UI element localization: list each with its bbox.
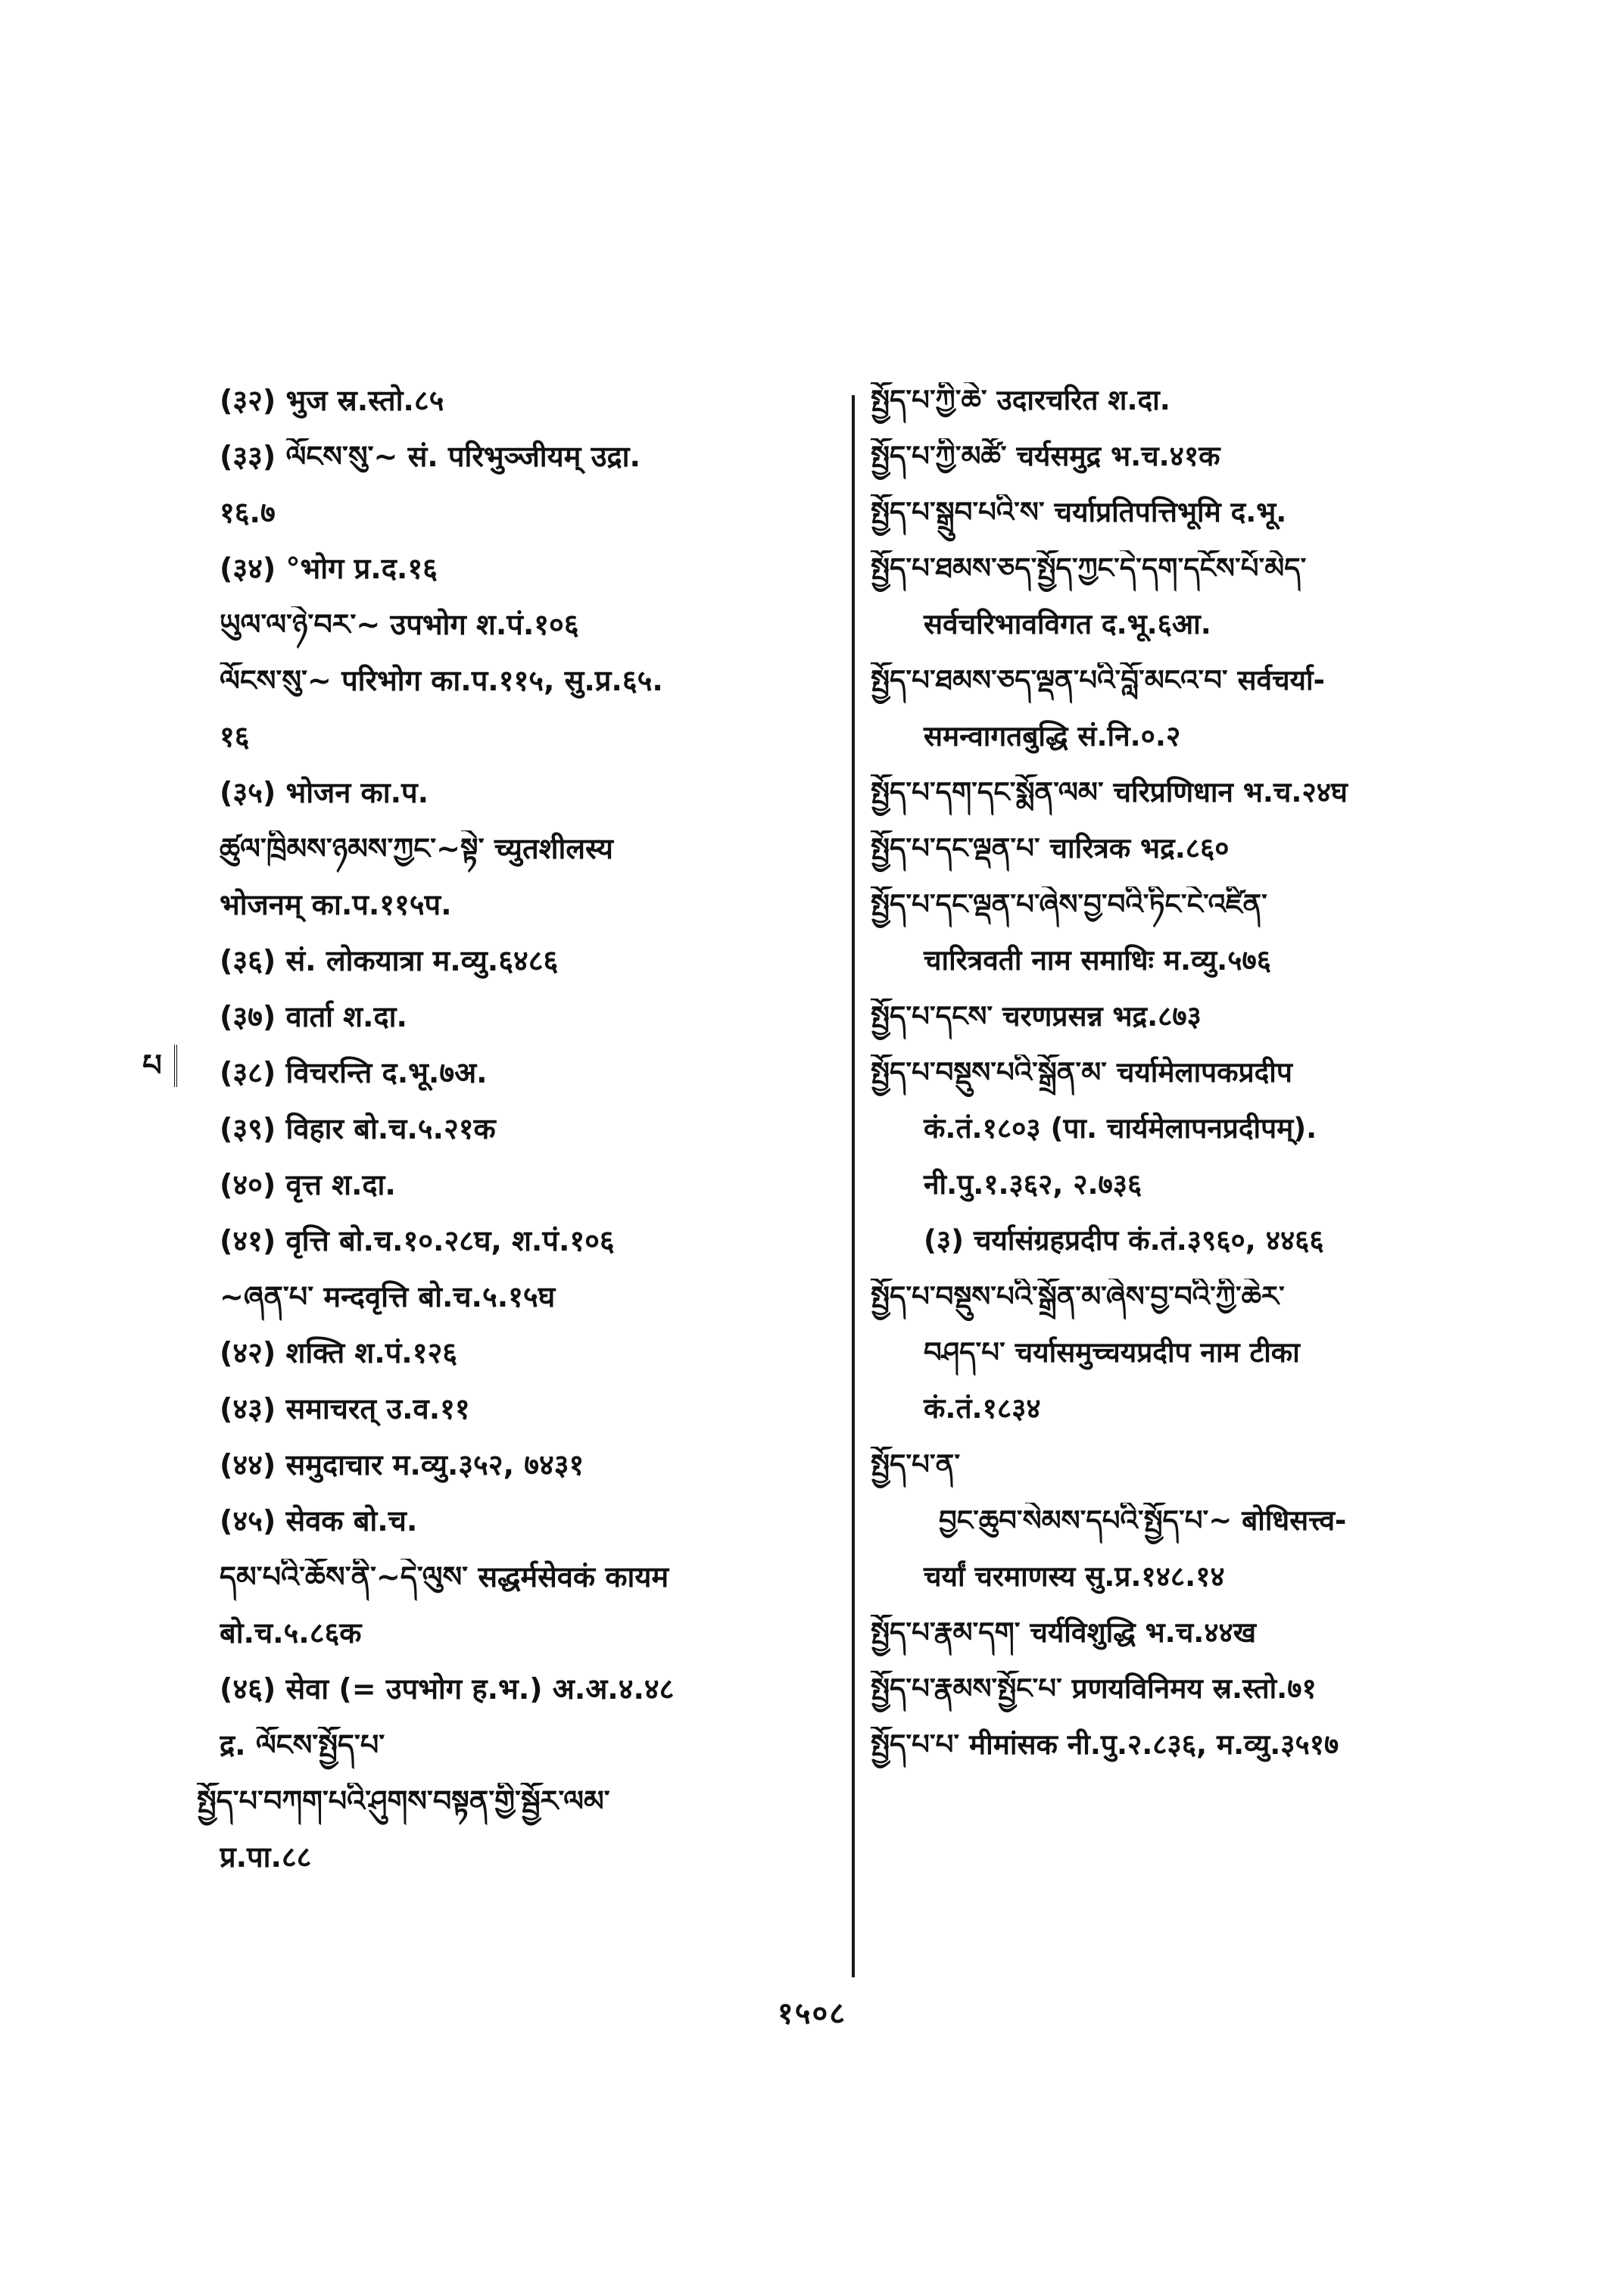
left-column: [197, 382, 825, 1895]
right-column: [871, 382, 1499, 1783]
entry-headword: སྤྱོད་པ་ཐམས་ཅད་སྤྱོད་ཀྱང་དེ་དག་དངོས་པོ་མེད་: [871, 552, 1307, 584]
entry-line: བྱང་ཆུབ་སེམས་དཔའི་སྤྱོད་པ་~ बोधिसत्त्व-: [939, 1504, 1347, 1537]
entry-line: (३२) भुज स्र.स्तो.८५: [220, 384, 444, 417]
entry-line: (३५) भोजन का.प.: [220, 776, 429, 809]
entry-headword: སྤྱོད་པ་ཐམས་ཅད་ལྡན་པའི་བློ་མངའ་བ་ सर्वचर्या-: [871, 664, 1325, 696]
entry-line: कं.तं.१८३४: [924, 1392, 1041, 1425]
entry-line: (३८) विचरन्ति द.भू.७अ.: [220, 1056, 488, 1089]
entry-line: (४५) सेवक बो.च.: [220, 1504, 418, 1537]
entry-line: चर्यां चरमाणस्य सु.प्र.१४८.१४: [924, 1560, 1225, 1593]
entry-line: (३६) सं. लोकयात्रा म.व्यु.६४८६: [220, 944, 559, 977]
entry-line: (३९) विहार बो.च.५.२१क: [220, 1112, 496, 1145]
entry-headword: སྤྱོད་པ་བཀག་པའི་ཤུགས་བསྟན་གྱི་སྦྱོར་ལམ་: [197, 1784, 610, 1818]
entry-line: (४२) शक्ति श.पं.१२६: [220, 1336, 457, 1369]
entry-line: (३३) ལོངས་སུ་~ सं. परिभुञ्जीयम् उद्रा.: [220, 440, 641, 473]
entry-headword: སྤྱོད་པ་ཀྱི་མཚོ་ चर्यसमुद्र भ.च.४१क: [871, 440, 1220, 472]
entry-line: द्र. ལོངས་སྤྱོད་པ་: [220, 1728, 385, 1762]
entry-line: ~ཞན་པ་ मन्दवृत्ति बो.च.५.१५घ: [220, 1280, 556, 1313]
entry-line: कं.तं.१८०३ (पा. चार्यमेलापनप्रदीपम्).: [924, 1112, 1317, 1145]
entry-headword: སྤྱོད་པ་ཀྱི་ཆེ་ उदारचरित श.दा.: [871, 384, 1170, 416]
page-number: १५०८: [777, 1996, 847, 2031]
entry-line: (३) चर्यासंग्रहप्रदीप कं.तं.३९६०, ४४६६: [924, 1224, 1324, 1257]
entry-line: (४४) समुदाचार म.व्यु.३५२, ७४३१: [220, 1448, 584, 1481]
section-marker: པ: [135, 1045, 177, 1087]
entry-line: (४३) समाचरत् उ.व.११: [220, 1392, 470, 1425]
entry-headword: སྤྱོད་པ་བསྡུས་པའི་སྒྲོན་མ་ चर्यामेलापकप्रदीप: [871, 1056, 1292, 1089]
entry-line: ལོངས་སུ་~ परिभोग का.प.११५, सु.प्र.६५.: [220, 664, 663, 697]
entry-headword: སྤྱོད་པ་དང་ལྡན་པ་ चारित्रक भद्र.८६०: [871, 832, 1230, 865]
entry-line: नी.पु.१.३६२, २.७३६: [924, 1168, 1142, 1201]
entry-line: ཚུལ་ཁྲིམས་ཉམས་ཀྱང་~སྟེ་ च्युतशीलस्य: [220, 832, 613, 865]
entry-line: समन्वागतबुद्धि सं.नि.०.२: [924, 720, 1181, 752]
entry-headword: སྤྱོད་པ་པ་ मीमांसक नी.पु.२.८३६, म.व्यु.३५१७: [871, 1728, 1339, 1761]
entry-line: ཡུལ་ལ་ཉེ་བར་~ उपभोग श.पं.१०६: [220, 608, 579, 641]
entry-headword: སྤྱོད་པ་སྒྲུབ་པའི་ས་ चर्याप्रतिपत्तिभूमि द.भू.: [871, 496, 1287, 528]
entry-line: सर्वचरिभावविगत द.भू.६आ.: [924, 608, 1211, 640]
entry-line: प्र.पा.८८: [220, 1840, 312, 1874]
entry-headword: སྤྱོད་པ་རྣམས་སྤྱོང་པ་ प्रणयविनिमय स्र.स्तो.७१: [871, 1672, 1317, 1705]
column-divider: [852, 395, 855, 1977]
entry-line: १६: [220, 720, 250, 753]
entry-headword: སྤྱོད་པ་དག་དང་སྨོན་ལམ་ चरिप्रणिधान भ.च.२४घ: [871, 776, 1348, 808]
entry-headword: སྤྱོད་པ་ན་: [871, 1448, 961, 1481]
entry-line: १६.७: [220, 496, 276, 529]
entry-headword: སྤྱོད་པ་རྣམ་དག་ चर्यविशुद्धि भ.च.४४ख: [871, 1616, 1257, 1649]
entry-headword: སྤྱོད་པ་དངས་ चरणप्रसन्न भद्र.८७३: [871, 1000, 1202, 1033]
entry-headword: སྤྱོད་པ་བསྡུས་པའི་སྒྲོན་མ་ཞེས་བྱ་བའི་ཀྱི་ཆེར་: [871, 1280, 1285, 1313]
entry-line: (४१) वृत्ति बो.च.१०.२८घ, श.पं.१०६: [220, 1224, 615, 1257]
entry-line: (३७) वार्ता श.दा.: [220, 1000, 407, 1033]
entry-line: (३४) °भोग प्र.द.१६: [220, 552, 438, 585]
entry-line: བཤད་པ་ चर्यासमुच्चयप्रदीप नाम टीका: [924, 1336, 1300, 1369]
entry-headword: སྤྱོད་པ་དང་ལྡན་པ་ཞེས་བྱ་བའི་ཏིང་ངེ་འཛིན་: [871, 888, 1267, 921]
entry-line: भोजनम् का.प.११५प.: [220, 888, 452, 921]
entry-line: चारित्रवती नाम समाधिः म.व्यु.५७६: [924, 944, 1271, 977]
entry-line: དམ་པའི་ཆོས་ནི་~དེ་ལུས་ सद्धर्मसेवकं कायम: [220, 1560, 669, 1594]
entry-line: (४६) सेवा (= उपभोग ह.भ.) अ.अ.४.४८: [220, 1672, 675, 1706]
entry-line: (४०) वृत्त श.दा.: [220, 1168, 396, 1201]
entry-line: बो.च.५.८६क: [220, 1616, 362, 1650]
